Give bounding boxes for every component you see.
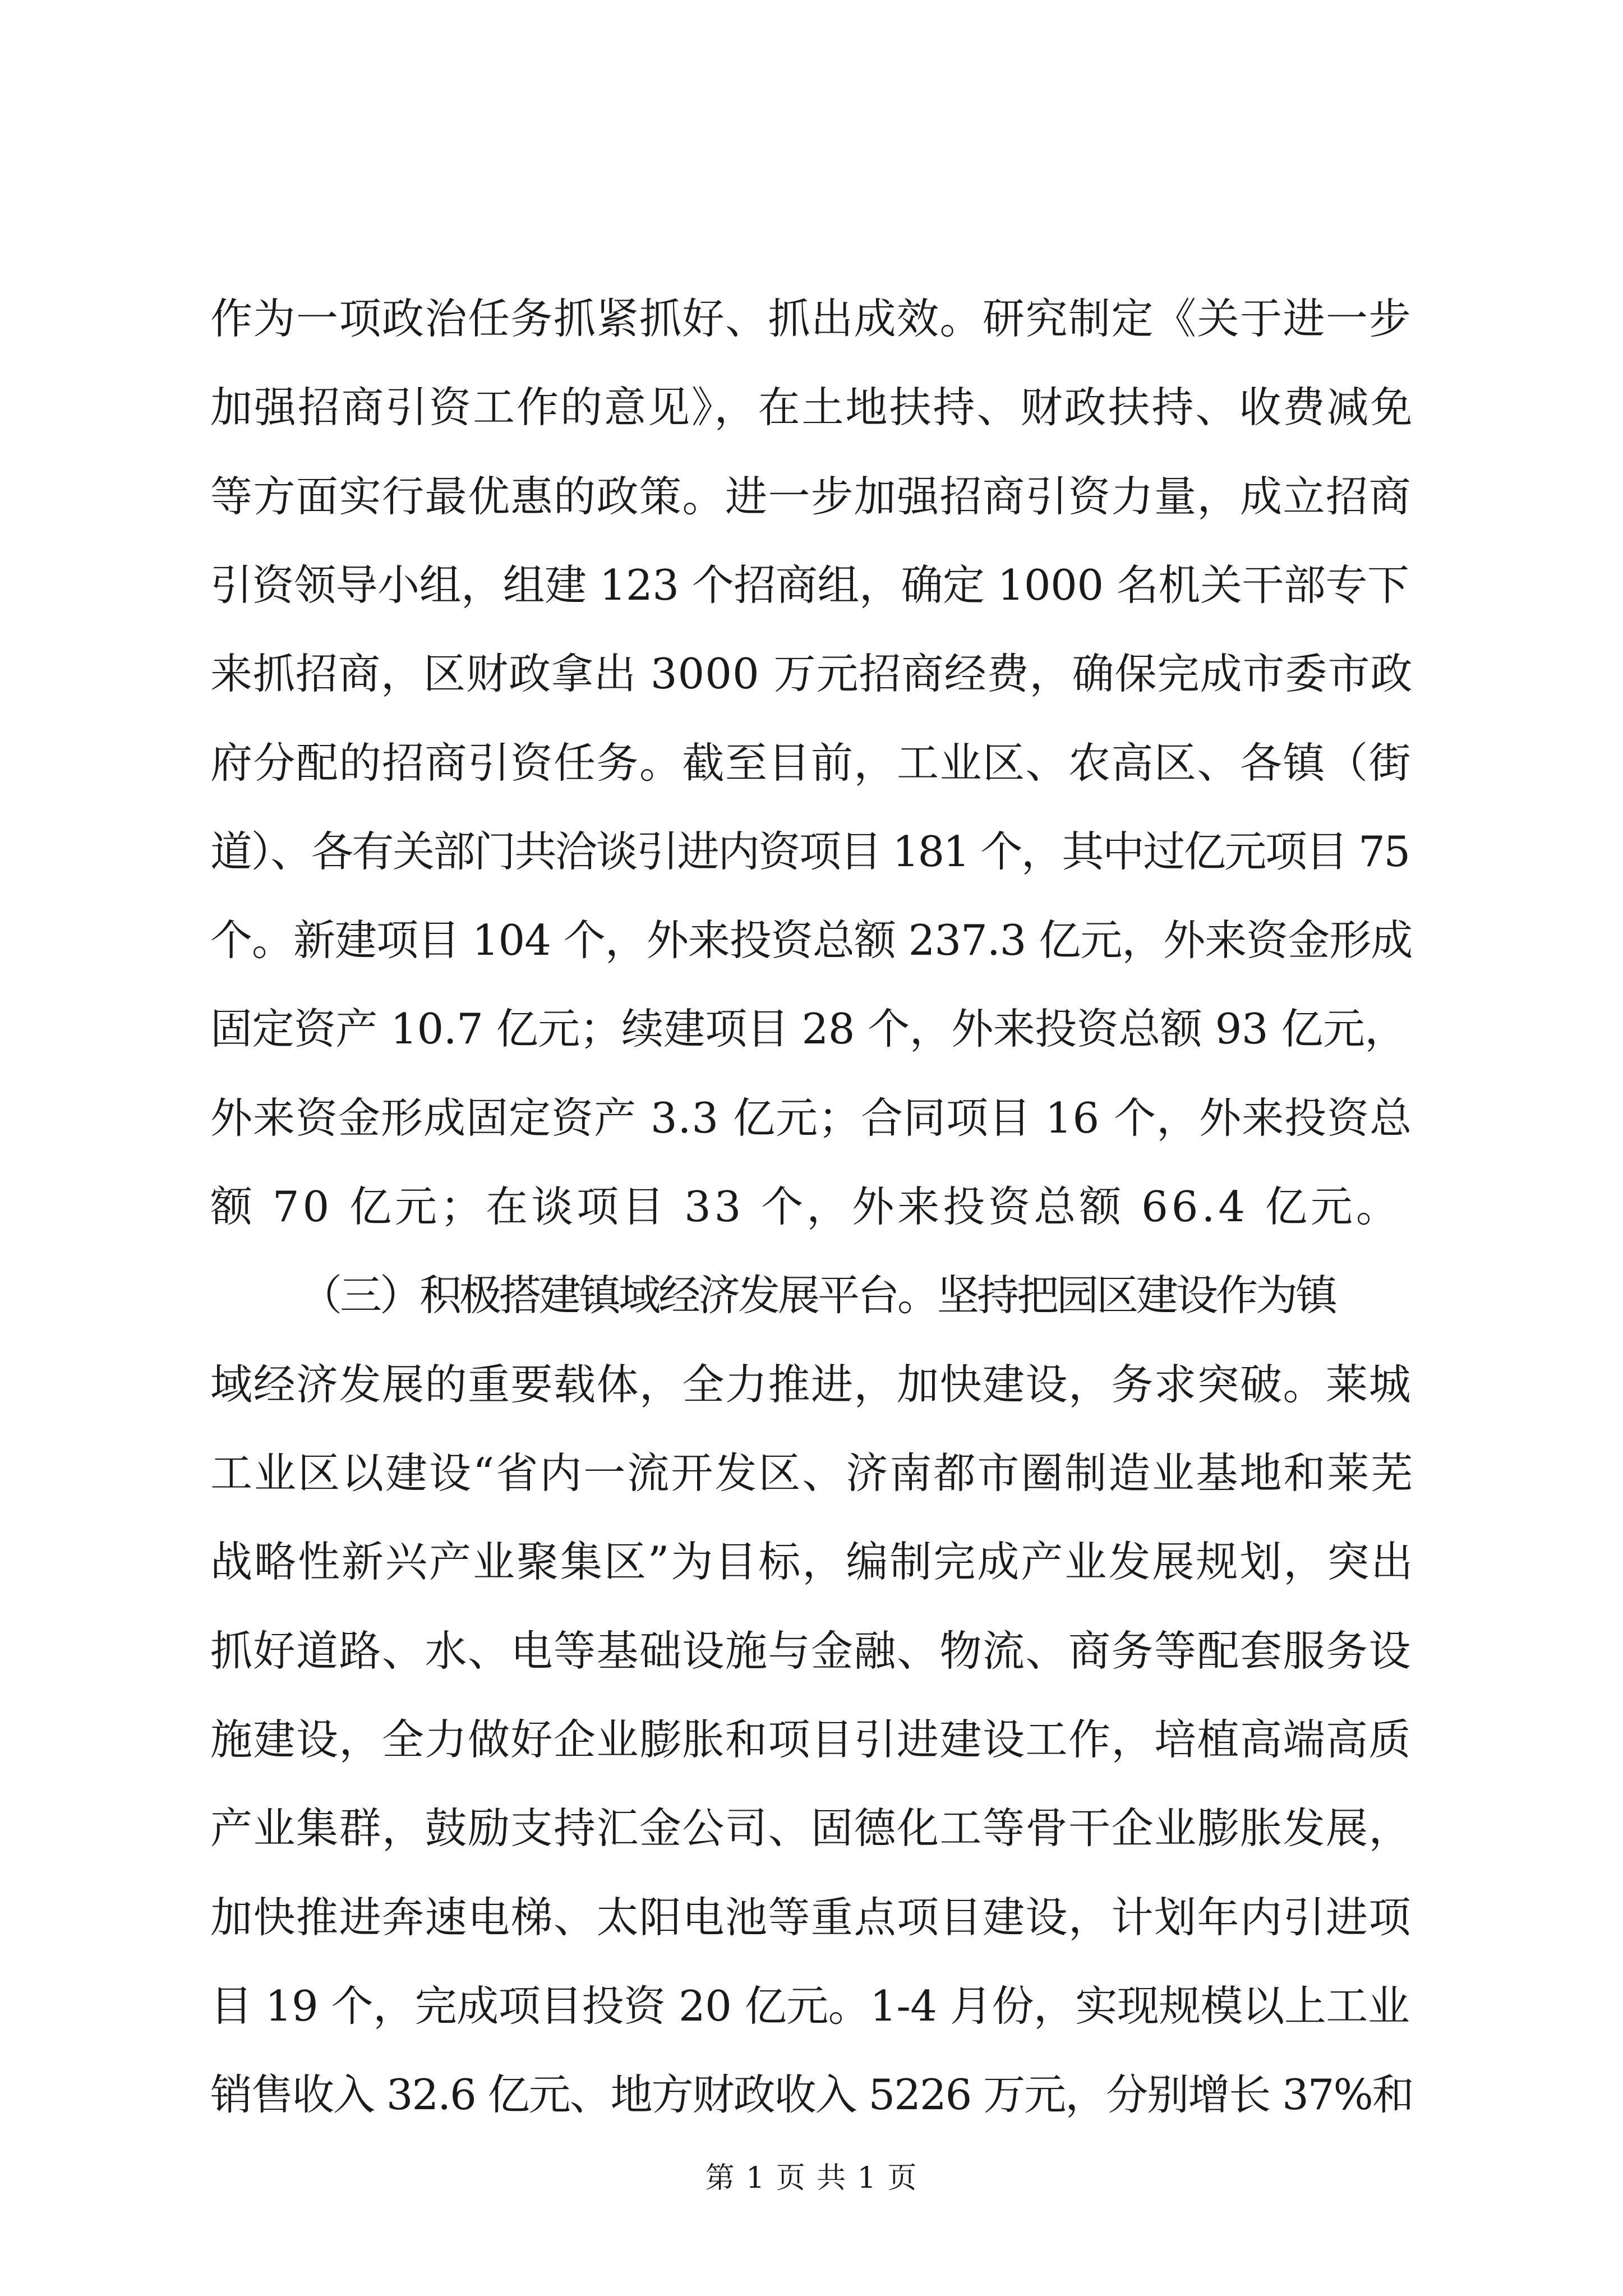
text-line: 目 19 个，完成项目投资 20 亿元。1-4 月份，实现规模以上工业 [210, 1981, 1410, 2031]
text-line: 战略性新兴产业聚集区”为目标，编制完成产业发展规划，突出 [210, 1537, 1415, 1586]
text-line: 销售收入 32.6 亿元、地方财政收入 5226 万元，分别增长 37%和 [210, 2070, 1413, 2119]
text-line: 抓好道路、水、电等基础设施与金融、物流、商务等配套服务设 [210, 1626, 1412, 1676]
text-line: 等方面实行最优惠的政策。进一步加强招商引资力量，成立招商 [210, 472, 1412, 521]
text-line: 外来资金形成固定资产 3.3 亿元；合同项目 16 个，外来投资总 [210, 1093, 1413, 1143]
text-line: 额 70 亿元；在谈项目 33 个，外来投资总额 66.4 亿元。 [210, 1182, 1401, 1231]
text-line: 来抓招商，区财政拿出 3000 万元招商经费，确保完成市委市政 [210, 649, 1413, 698]
text-line: 产业集群，鼓励支持汇金公司、固德化工等骨干企业膨胀发展， [210, 1803, 1412, 1853]
text-line: 施建设，全力做好企业膨胀和项目引进建设工作，培植高端高质 [210, 1715, 1412, 1764]
text-line: 引资领导小组，组建 123 个招商组，确定 1000 名机关干部专下 [210, 560, 1409, 610]
text-line: （三）积极搭建镇域经济发展平台。坚持把园区建设作为镇 [300, 1271, 1336, 1320]
text-line: 加快推进奔速电梯、太阳电池等重点项目建设，计划年内引进项 [210, 1893, 1412, 1942]
text-line: 加强招商引资工作的意见》，在土地扶持、财政扶持、收费减免 [210, 383, 1414, 432]
text-line: 作为一项政治任务抓紧抓好、抓出成效。研究制定《关于进一步 [210, 294, 1412, 343]
text-line: 域经济发展的重要载体，全力推进，加快建设，务求突破。莱城 [210, 1360, 1412, 1409]
text-line: 工业区以建设“省内一流开发区、济南都市圈制造业基地和莱芜 [210, 1448, 1415, 1498]
text-line: 个。新建项目 104 个，外来投资总额 237.3 亿元，外来资金形成 [210, 915, 1413, 965]
text-line: 道）、各有关部门共洽谈引进内资项目 181 个，其中过亿元项目 75 [210, 827, 1409, 876]
text-line: 府分配的招商引资任务。截至目前，工业区、农高区、各镇（街 [210, 738, 1412, 788]
text-line: 固定资产 10.7 亿元；续建项目 28 个，外来投资总额 93 亿元， [210, 1004, 1407, 1053]
page-footer: 第 1 页 共 1 页 [705, 2161, 918, 2195]
